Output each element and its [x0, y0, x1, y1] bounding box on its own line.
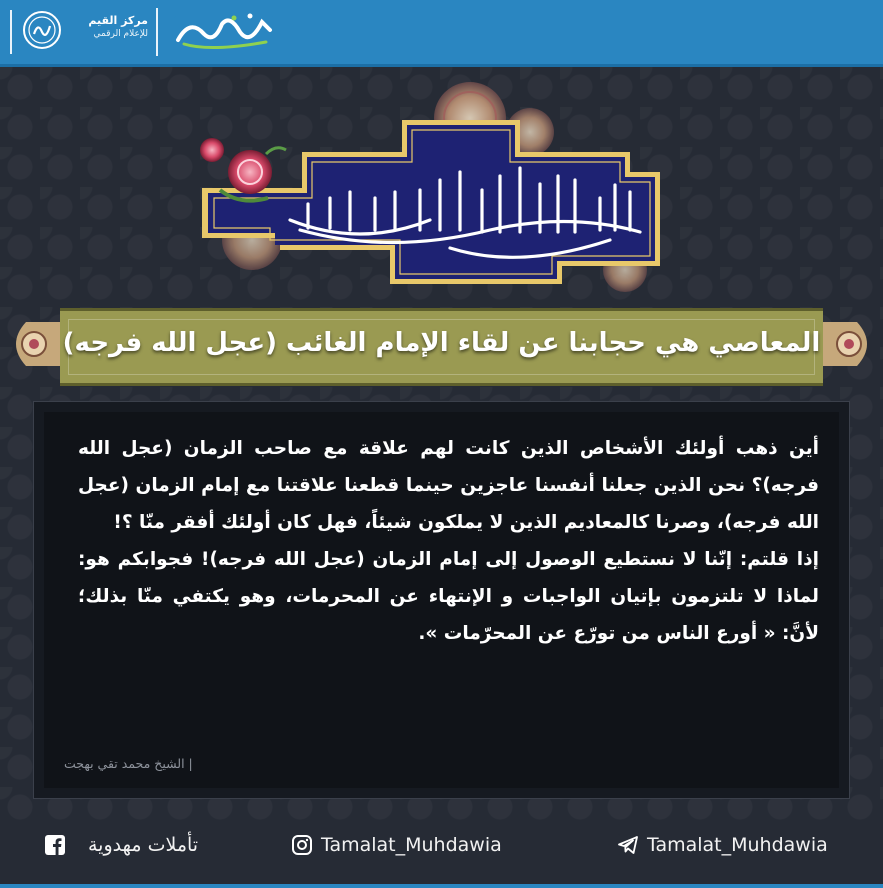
instagram-label: Tamalat_Muhdawia	[321, 834, 502, 856]
facebook-icon	[44, 834, 66, 856]
ribbon-ornament-left	[6, 318, 66, 370]
title-ribbon	[0, 304, 883, 384]
instagram-icon	[291, 834, 313, 856]
page-title: المعاصي هي حجابنا عن لقاء الإمام الغائب (عجل الله فرجه)	[62, 328, 821, 358]
header-divider-right	[156, 8, 158, 56]
quote-panel	[34, 402, 849, 798]
telegram-label: Tamalat_Muhdawia	[647, 834, 828, 856]
footer-facebook[interactable]	[44, 833, 198, 857]
telegram-icon	[617, 834, 639, 856]
org-name-line1: مركز القيم	[88, 14, 148, 27]
quote-paragraph-2: إذا قلتم: إنّنا لا نستطيع الوصول إلى إمام الزمان (عجل الله فرجه)! فجوابكم هو: لماذا لا تلتزمون بإتيان الواجبات و الإنتهاء عن المحرمات، وهو يكتفي منّا بذلك؛ لأنَّ: « أورع الناس من تورّع عن المحرّمات ».	[78, 549, 819, 644]
calligraphy-plaque	[190, 80, 690, 295]
footer	[0, 821, 883, 888]
footer-accent-line	[0, 884, 883, 888]
org-name-line2: للإعلام الرقمي	[93, 29, 148, 39]
top-header-bar	[0, 0, 883, 67]
org-logo-icon	[22, 10, 62, 50]
brand-logo	[170, 10, 278, 54]
quote-body	[78, 430, 819, 652]
facebook-label: تأملات مهدوية	[88, 834, 199, 856]
title-ribbon-band	[60, 308, 823, 386]
org-name	[68, 14, 148, 41]
header-divider-left	[10, 10, 12, 54]
quote-author: | الشيخ محمد تقي بهجت	[64, 756, 193, 771]
quote-paragraph-1: أين ذهب أولئك الأشخاص الذين كانت لهم علاقة مع صاحب الزمان (عجل الله فرجه)؟ نحن الذين جعلنا أنفسنا عاجزين حينما قطعنا علاقتنا مع إمام الزمان (عجل الله فرجه)، وصرنا كالمعاديم الذين لا يملكون شيئاً، فهل كان أولئك أفقر منّا ؟!	[78, 438, 819, 533]
footer-telegram[interactable]	[617, 833, 828, 857]
ribbon-ornament-right	[817, 318, 877, 370]
footer-instagram[interactable]	[291, 833, 502, 857]
